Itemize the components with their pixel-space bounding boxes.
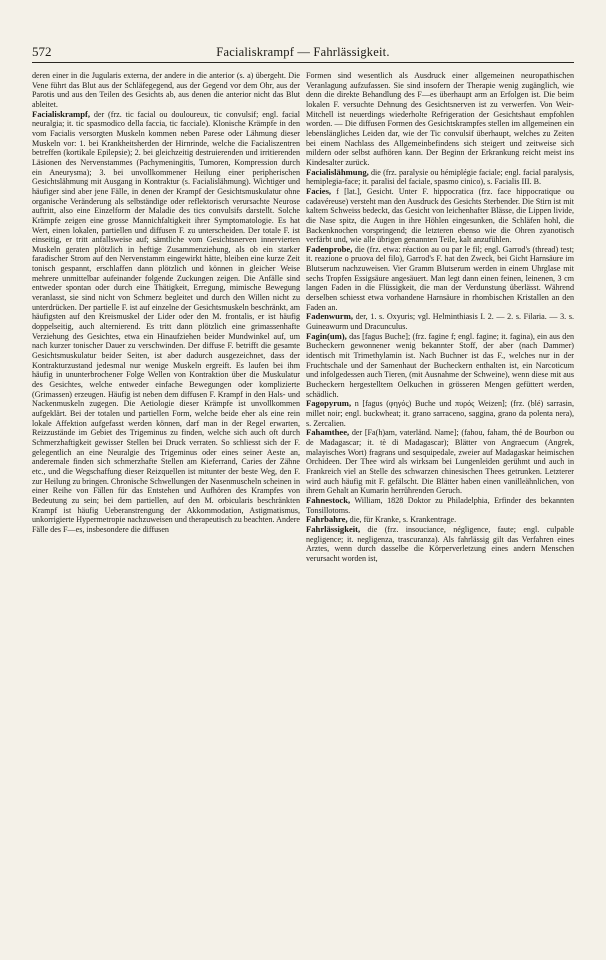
page-header bbox=[32, 44, 574, 63]
entry-fahrlaessigkeit bbox=[306, 525, 574, 564]
entry-fadenprobe bbox=[306, 245, 574, 313]
entry-fadenwurm bbox=[306, 312, 574, 331]
entry-paragraph bbox=[32, 71, 300, 110]
entry-text: deren einer in die Jugularis externa, der andere in die anterior (s. a) übergeht. Die Vene führt das Blut aus der Schläfegegend, aus der Gegend vor dem Ohr, aus der Parotis und aus den Teilen des Gesichts ab, aus denen die anterior nicht das Blut ableitet. bbox=[32, 71, 300, 109]
entry-text: die (frz. etwa: réaction au ou par le fil; engl. Garrod's (thread) test; it. reazione o pruova del filo), Garrod's F. hat den Zweck, bei Gicht Harnsäure im Blutserum nachzuweisen. Vier Gramm Blutserum werden in einem Uhrglase mit sechs Tropfen Essigsäure angesäuert. Man legt dann einen feinen, leinenen, 3 cm langen Faden in die Flüssigkeit, die man der Verdunstung überlässt. Während derselben schiesst etwa vorhandene Harnsäure in rhombischen Kristallen an den Faden an. bbox=[306, 244, 574, 312]
entry-headword: Fahamthee, bbox=[306, 427, 350, 438]
entry-headword: Fagin(um), bbox=[306, 330, 347, 341]
entry-text: der [Fa(h)am, vaterländ. Name]; (fahou, faham, thé de Bourbon ou de Madagascar; it. tè di Madagascar); Blätter von Angraecum (Angrek, malayisches Wort) fragrans und sesquipedale, zweier auf Madagaskar heimischen Orchideen. Der Thee wird als wirksam bei Lungenleiden gerühmt und auch in Frankreich viel an Stelle des schwarzen chinesischen Thees getrunken. Letzterer wird auch häufig mit F. gefälscht. Die Blätter haben einen vanilleähnlichen, von ihrem Gehalt an Kumarin herrührenden Geruch. bbox=[306, 428, 574, 496]
entry-headword: Fahrlässigkeit, bbox=[306, 523, 361, 534]
entry-headword: Fahrbahre, bbox=[306, 514, 348, 525]
running-head: Facialiskrampf — Fahrlässigkeit. bbox=[216, 45, 390, 59]
entry-text: f [lat.], Gesicht. Unter F. hippocratica (frz. face hippocratique ou cadavéreuse) versteht man den Ausdruck des Gesichts Sterbender. Die Stirn ist mit kaltem Schweiss bedeckt, das Gesicht von leichenhafter Blässe, die Lippen livide, die Nase spitz, die Augen in ihre Höhlen eingesunken, die Schläfen hohl, die Backenknochen vorspringend; die letzteren ebenso wie die Ohren zyanotisch verfärbt und, wie alle übrigen genannten Teile, kalt anzufühlen. bbox=[306, 186, 574, 245]
entry-headword: Facialislähmung, bbox=[306, 166, 369, 177]
entry-fahamthee bbox=[306, 428, 574, 496]
page-number: 572 bbox=[32, 44, 52, 59]
entry-headword: Fahnestock, bbox=[306, 494, 351, 505]
entry-text: n [fagus (φηγός) Buche und πυρός Weizen]; (frz. (blé) sarrasin, millet noir; engl. buckwheat; it. grano sarraceno, saggina, grano da polenta nera), s. Zercalien. bbox=[306, 399, 574, 428]
entry-text: die (frz. insouciance, négligence, faute; engl. culpable negligence; it. negligenza, trascuranza). Als fahrlässig gilt das Verfahren eines Arztes, wenn durch dasselbe die Körperverletzung eines andern Menschen verursacht worden ist, bbox=[306, 524, 574, 563]
entry-headword: Facies, bbox=[306, 185, 332, 196]
left-column bbox=[32, 71, 300, 535]
entry-headword: Facialiskrampf, bbox=[32, 108, 91, 119]
entry-headword: Fadenprobe, bbox=[306, 243, 353, 254]
entry-text: der, 1. s. Oxyuris; vgl. Helminthiasis I. 2. — 2. s. Filaria. — 3. s. Guineawurm und Dracunculus. bbox=[306, 312, 574, 332]
entry-facialislaehmung bbox=[306, 168, 574, 187]
entry-headword: Fadenwurm, bbox=[306, 311, 354, 322]
entry-text: Formen sind wesentlich als Ausdruck einer allgemeinen neuropathischen Veranlagung aufzufassen. Sie sind insofern der Therapie wenig zugänglich, wie denn die direkte Behandlung des F—es überhaupt arm an Erfolgen ist. Die beim lokalen F. versuchte Dehnung des Gesichtsnerven ist zu verwerfen. Von Weir-Mitchell ist neuerdings wiederholte Refrigeration der Gesichtshaut empfohlen worden. — Die diffusen Formen des Gesichtskrampfes stellen im allgemeinen ein lebenslängliches Leiden dar, wie der Tic convulsif überhaupt, welches zu Zeiten bei einem Nachlass des Allgemeinbefindens sich steigert und zeitweise sich mildern oder selbst aufhören kann. Der Beginn der Erkrankung reicht meist ins Kindesalter zurück. bbox=[306, 71, 574, 167]
entry-headword: Fagopyrum, bbox=[306, 398, 352, 409]
entry-text: die, für Kranke, s. Krankentrage. bbox=[347, 515, 457, 525]
entry-text: die (frz. paralysie ou hémiplégie faciale; engl. facial paralysis, hemiplegia-face; it. paralisi del faciale, spasmo cinico), s. Facialis III. B. bbox=[306, 167, 574, 187]
right-column bbox=[306, 71, 574, 563]
entry-facialiskrampf bbox=[32, 110, 300, 535]
entry-text: der (frz. tic facial ou douloureux, tic convulsif; engl. facial neuralgia; it. tic spasmodico della faccia, tic facciale). Klonische Krämpfe in den vom Facialis versorgten Muskeln kommen neben Parese oder Lähmung dieser Muskeln vor: 1. bei Krankheitsherden der Hirnrinde, welche die Facialiszentren betreffen (kortikale Epilepsie); 2. bei gleichzeitig destruierenden und irritierenden Läsionen des Nervenstammes (Pachymeningitis, Tumoren, Kompression durch ein Aneurysma); 3. bei unvollkommener Heilung einer peripherischen Gesichtslähmung mit Ausgang in Kontraktur (s. Facialislähmung). Wichtiger und häufiger sind aber jene Fälle, in denen der Krampf der Gesichtsmuskulatur ohne organische Veränderung als selbständige oder reflektorisch verursachte Neurose auftritt, also eine Einzelform der Maladie des tics convulsifs darstellt. Solche Krämpfe zeigen eine grosse Mannichfaltigkeit ihrer Symptomatologie. Es hat Wert, einen lokalen, partiellen und diffusen F. zu unterscheiden. Der totale F. ist einseitig, er tritt anfallsweise auf; sämtliche vom Gesichtsnerven innervierten Muskeln geraten plötzlich in heftige Zusammenziehung, als ob ein starker faradischer Strom auf den Nervenstamm eingewirkt hätte, bleiben eine kurze Zeit tonisch gespannt, erschlaffen dann plötzlich und können in gleicher Weise mehrere unmittelbar aufeinander folgende Zuckungen zeigen. Die Anfälle sind entweder spontan oder durch eine Thätigkeit, Erregung, mimische Bewegung veranlasst, sie sind nicht von Schmerz begleitet und durch den Willen nicht zu unterdrücken. Der partielle F. ist auf einzelne der Gesichtsmuskeln beschränkt, am häufigsten auf den Kreismuskel der Lider oder den M. frontalis, er ist häufig doppelseitig, auch alternierend. Es tritt dann plötzlich eine grimassenhafte Verziehung des Gesichtes, etwa ein Hinaufziehen beider Mundwinkel auf, um nach kurzer tonischer Dauer zu verschwinden. Der diffuse F. betrifft die gesamte Gesichtsmuskulatur beider Seiten, ist aber dadurch ausgezeichnet, dass der Kontrakturzustand jedesmal nur wenige Muskeln ergreift. Es laufen bei ihm häufig in ununterbrochener Folge Wellen von Kontraktion über die Muskulatur des Gesichtes, welche entweder einfache Bewegungen oder komplizierte (Grimassen) erzeugen. Häufig ist neben dem diffusen F. Krampf in den Hals- und Nackenmuskeln zugegen. Die Aetiologie dieser Krämpfe ist unvollkommen aufgeklärt. Bei der totalen und partiellen Form, welche beide eher als eine rein lokale Affektion aufgefasst werden können, darf man in der Regel erwarten, Reizzustände im Gebiet des Trigeminus zu finden, welche sich auch oft durch Schmerzhaftigkeit gewisser Stellen bei Druck verraten. So schliesst sich der F. gelegentlich an eine Neuralgie des Trigeminus oder eines seiner Aeste an, anderemale finden sich schmerzhafte Stellen am Kieferrand, Caries der Zähne etc., und die Wegschaffung dieser Reizquellen ist mitunter der beste Weg, den F. zur Heilung zu bringen. Chronische Schwellungen der Nasenmuscheln scheinen in einer Reihe von Fällen für das Entstehen und Aufhören des Krampfes von Bedeutung zu sein; bei dem partiellen, auf den M. orbicularis beschränkten Krampf ist häufig Ueberanstrengung der Akkommodation, Astigmatismus, unkorrigierte Hypermetropie nachzuweisen und therapeutisch zu beachten. Andere Fälle des F—es, insbesondere die diffusen bbox=[32, 109, 300, 534]
entry-fagin bbox=[306, 332, 574, 400]
entry-fagopyrum bbox=[306, 399, 574, 428]
entry-facies bbox=[306, 187, 574, 245]
entry-text: das [fagus Buche]; (frz. fagine f; engl. fagine; it. fagina), ein aus den Bucheckern gewonnener wenig bekannter Stoff, der aber (nach Dammer) identisch mit Trimethylamin ist. Nach Buchner ist das F., welches nur in der Fruchtschale und der Samenhaut der Bucheckern enthalten ist, ein Narcoticum und infolgedessen auch Tieren, (mit Ausnahme der Schweine), wenn diese mit aus Bucheckern hergestelltem Oelkuchen in grösseren Mengen gefüttert werden, schädlich. bbox=[306, 331, 574, 399]
entry-fahnestock bbox=[306, 496, 574, 515]
entry-text: William, 1828 Doktor zu Philadelphia, Erfinder des bekannten Tonsillotoms. bbox=[306, 495, 574, 515]
entry-paragraph bbox=[306, 71, 574, 168]
